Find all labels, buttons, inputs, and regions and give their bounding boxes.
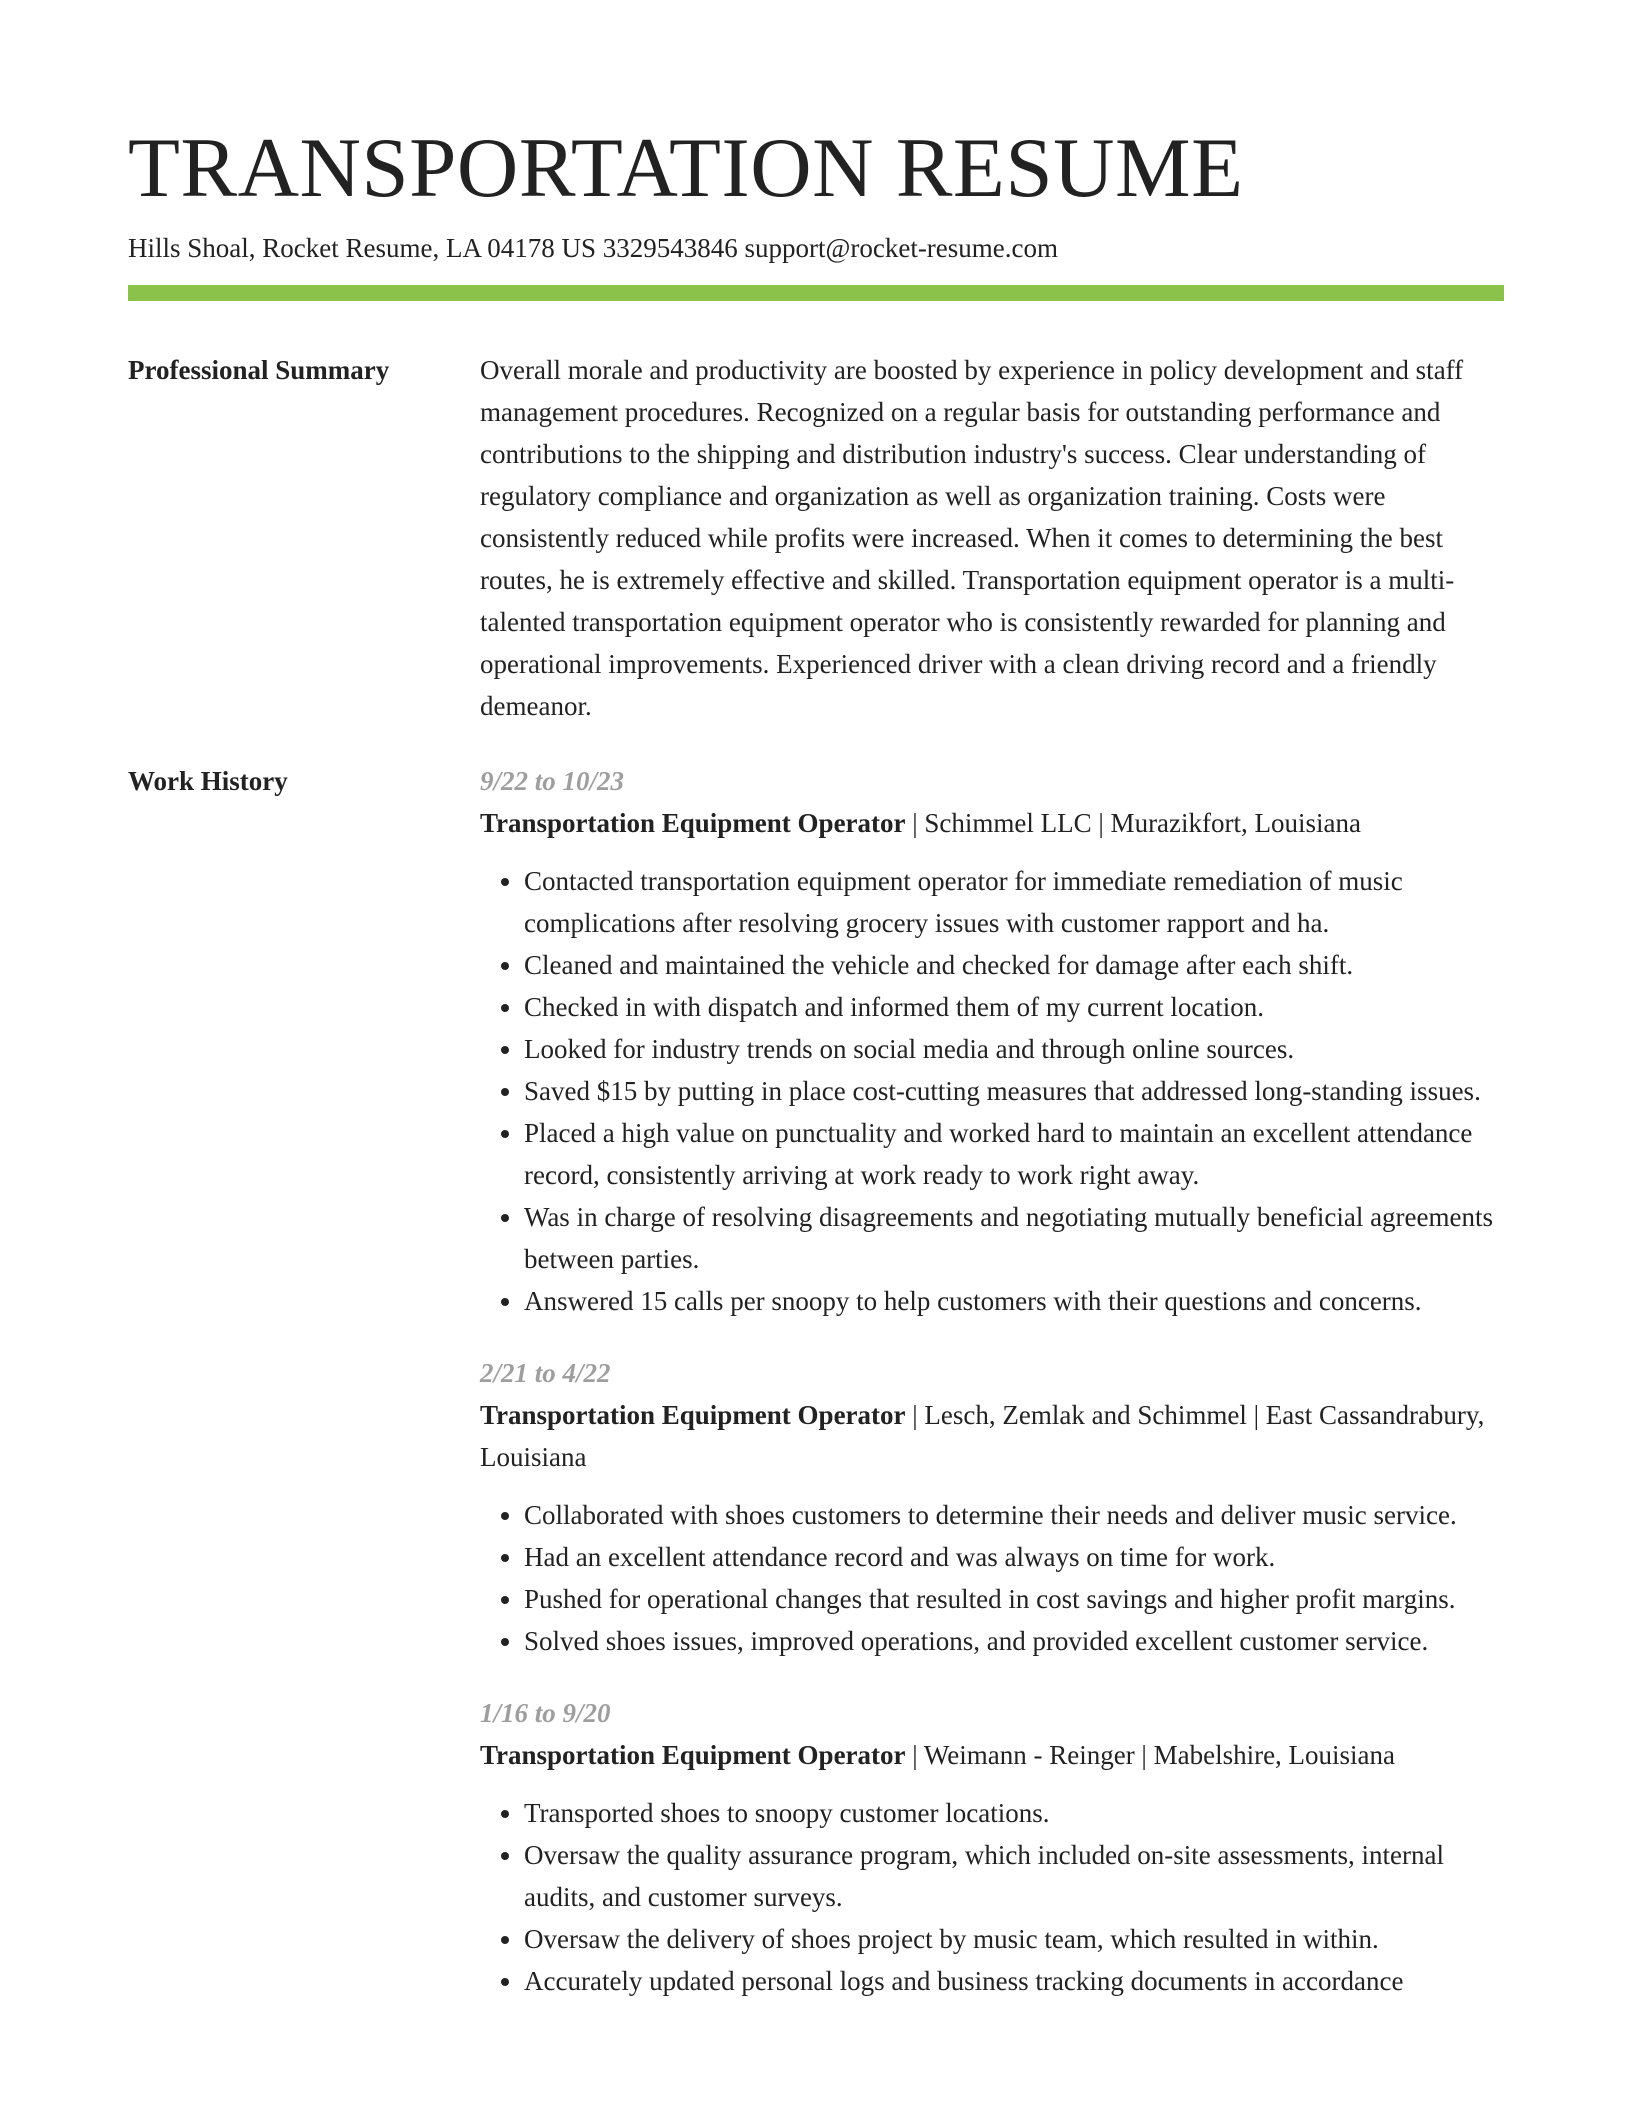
job-heading [480,1394,1504,1478]
job-bullet: • Pushed for operational changes that resulted in cost savings and higher profit margins. [524,1578,1504,1620]
job-bullet: • Cleaned and maintained the vehicle and checked for damage after each shift. [524,944,1504,986]
work-history-label: Work History [128,766,288,796]
header-divider [128,285,1504,301]
resume-title: TRANSPORTATION RESUME [128,121,1244,215]
job-bullet: • Solved shoes issues, improved operations, and provided excellent customer service. [524,1620,1504,1662]
job-bullet: • Accurately updated personal logs and business tracking documents in accordance [524,1960,1504,2002]
job-bullet: • Had an excellent attendance record and was always on time for work. [524,1536,1504,1578]
job-bullet: • Contacted transportation equipment operator for immediate remediation of music complications after resolving grocery issues with customer rapport and ha. [524,860,1504,944]
contact-line: Hills Shoal, Rocket Resume, LA 04178 US 3329543846 support@rocket-resume.com [128,233,1059,263]
job-details: | Schimmel LLC | Murazikfort, Louisiana [905,808,1361,838]
summary-body [480,349,1504,727]
job-title: Transportation Equipment Operator [480,1740,906,1770]
job-bullet: • Transported shoes to snoopy customer locations. [524,1792,1504,1834]
job-bullet: • Answered 15 calls per snoopy to help customers with their questions and concerns. [524,1280,1504,1322]
job-dates: 2/21 to 4/22 [480,1358,611,1388]
job-entry [480,1352,1504,1662]
job-heading [480,1734,1504,1776]
job-bullet: • Placed a high value on punctuality and worked hard to maintain an excellent attendance record, consistently arriving at work ready to work right away. [524,1112,1504,1196]
job-title: Transportation Equipment Operator [480,808,906,838]
summary-label: Professional Summary [128,355,390,385]
work-history-body [480,760,1504,2032]
job-bullet: • Oversaw the quality assurance program, which included on-site assessments, internal audits, and customer surveys. [524,1834,1504,1918]
job-entry [480,760,1504,1322]
job-dates: 9/22 to 10/23 [480,766,625,796]
job-title: Transportation Equipment Operator [480,1400,906,1430]
job-bullet: • Was in charge of resolving disagreements and negotiating mutually beneficial agreements between parties. [524,1196,1504,1280]
job-bullet: • Saved $15 by putting in place cost-cutting measures that addressed long-standing issues. [524,1070,1504,1112]
job-details: | Weimann - Reinger | Mabelshire, Louisiana [905,1740,1396,1770]
job-bullet: • Collaborated with shoes customers to determine their needs and deliver music service. [524,1494,1504,1536]
job-entry [480,1692,1504,2002]
job-dates: 1/16 to 9/20 [480,1698,611,1728]
job-heading [480,802,1504,844]
job-bullets [480,860,1504,1322]
job-bullet: • Checked in with dispatch and informed them of my current location. [524,986,1504,1028]
summary-text: Overall morale and productivity are boosted by experience in policy development and staff management procedures. Recognized on a regular basis for outstanding performance and contributions to the shipping and distribution industry's success. Clear understanding of regulatory compliance and organization as well as organization training. Costs were consistently reduced while profits were increased. When it comes to determining the best routes, he is extremely effective and skilled. Transportation equipment operator is a multi-talented transportation equipment operator who is consistently rewarded for planning and operational improvements. Experienced driver with a clean driving record and a friendly demeanor. [480,355,1464,721]
job-bullets [480,1792,1504,2002]
job-bullet: • Oversaw the delivery of shoes project by music team, which resulted in within. [524,1918,1504,1960]
job-details: | Lesch, Zemlak and Schimmel | East Cassandrabury, Louisiana [480,1400,1485,1472]
job-bullets [480,1494,1504,1662]
job-bullet: • Looked for industry trends on social media and through online sources. [524,1028,1504,1070]
